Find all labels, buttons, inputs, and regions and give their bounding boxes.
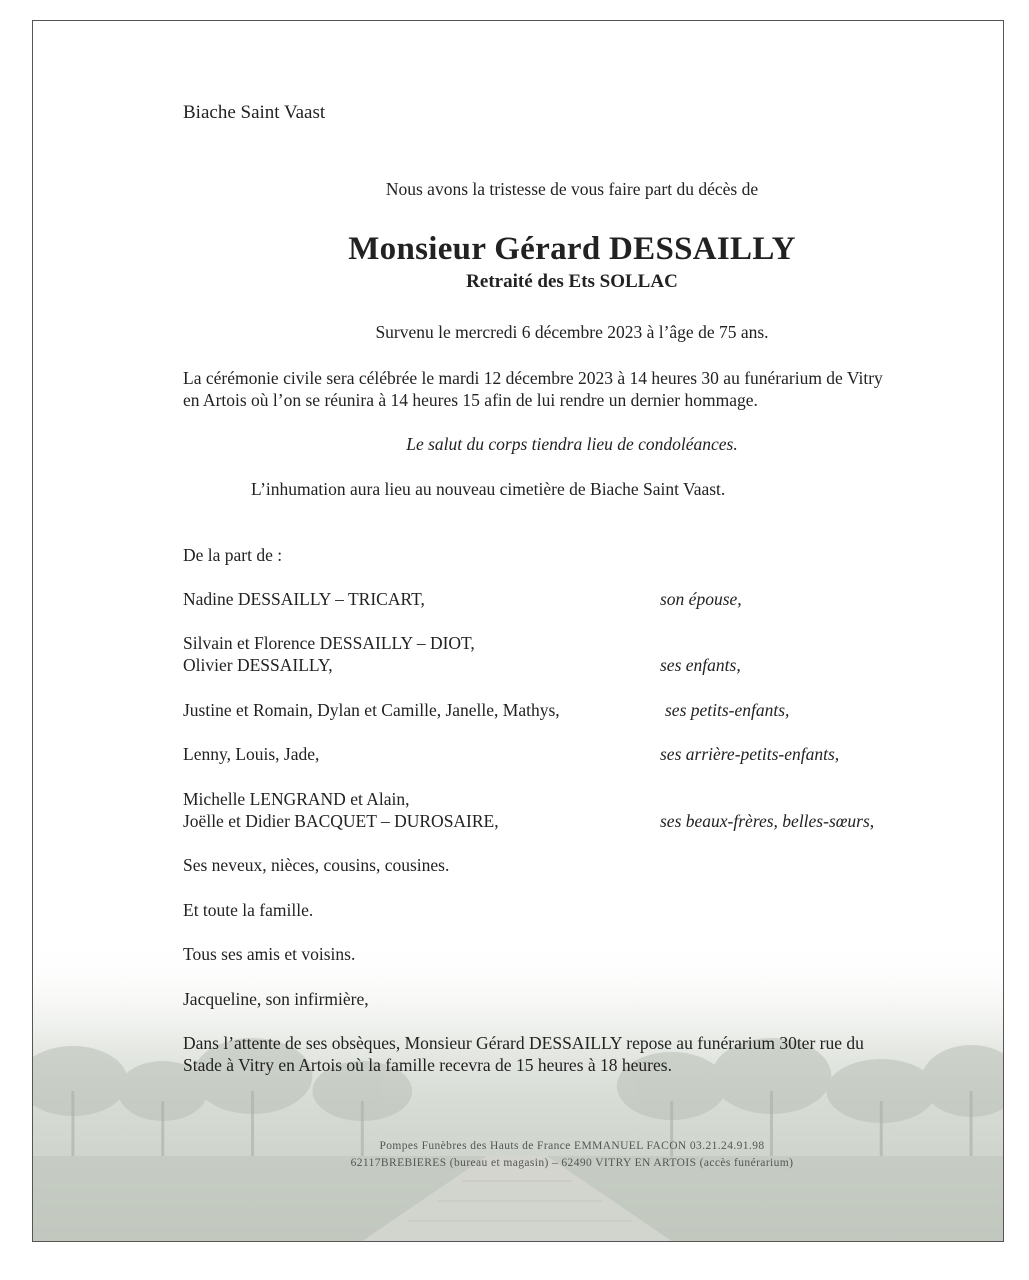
- rest-line-1: Dans l’attente de ses obsèques, Monsieur Gérard DESSAILLY repose au funérarium 30ter rue du: [183, 1033, 864, 1053]
- condolences-note: Le salut du corps tiendra lieu de condoléances.: [406, 434, 738, 454]
- trees-illustration: [33, 941, 1003, 1241]
- footer-line-1: Pompes Funèbres des Hauts de France EMMANUEL FACON 03.21.24.91.98: [379, 1140, 765, 1152]
- deceased-subtitle: Retraité des Ets SOLLAC: [466, 271, 678, 292]
- footer-line-2: 62117BREBIERES (bureau et magasin) – 62490 VITRY EN ARTOIS (accès funérarium): [350, 1157, 794, 1169]
- others-line: Ses neveux, nièces, cousins, cousines.: [183, 855, 450, 875]
- ceremony-line-2: en Artois où l’on se réunira à 14 heures 15 afin de lui rendre un dernier hommage.: [183, 390, 758, 410]
- family-names: Nadine DESSAILLY – TRICART,: [183, 589, 425, 609]
- family-names: Joëlle et Didier BACQUET – DUROSAIRE,: [183, 811, 499, 831]
- family-relation: ses beaux-frères, belles-sœurs,: [660, 811, 875, 831]
- family-names: Justine et Romain, Dylan et Camille, Janelle, Mathys,: [183, 700, 560, 720]
- family-names: Silvain et Florence DESSAILLY – DIOT,: [183, 633, 475, 653]
- others-line: Tous ses amis et voisins.: [183, 944, 356, 964]
- ceremony-line-1: La cérémonie civile sera célébrée le mardi 12 décembre 2023 à 14 heures 30 au funérarium de Vitry: [183, 368, 883, 388]
- rest-line-2: Stade à Vitry en Artois où la famille recevra de 15 heures à 18 heures.: [183, 1055, 672, 1075]
- death-line: Survenu le mercredi 6 décembre 2023 à l’âge de 75 ans.: [375, 322, 769, 342]
- family-names: Olivier DESSAILLY,: [183, 655, 333, 675]
- misty-landscape-background: [33, 941, 1003, 1241]
- family-relation: ses arrière-petits-enfants,: [660, 744, 840, 764]
- announcement-frame: [32, 20, 1004, 1242]
- from-label: De la part de :: [183, 545, 283, 565]
- family-names: Lenny, Louis, Jade,: [183, 744, 320, 764]
- family-names: Michelle LENGRAND et Alain,: [183, 789, 410, 809]
- intro-line: Nous avons la tristesse de vous faire part du décès de: [385, 179, 759, 199]
- family-relation: ses petits-enfants,: [665, 700, 790, 720]
- family-relation: ses enfants,: [660, 655, 741, 675]
- burial-line: L’inhumation aura lieu au nouveau cimetière de Biache Saint Vaast.: [251, 479, 726, 499]
- deceased-name: Monsieur Gérard DESSAILLY: [348, 231, 796, 267]
- location-heading: Biache Saint Vaast: [183, 102, 326, 123]
- family-relation: son épouse,: [660, 589, 742, 609]
- others-line: Jacqueline, son infirmière,: [183, 989, 369, 1009]
- others-line: Et toute la famille.: [183, 900, 314, 920]
